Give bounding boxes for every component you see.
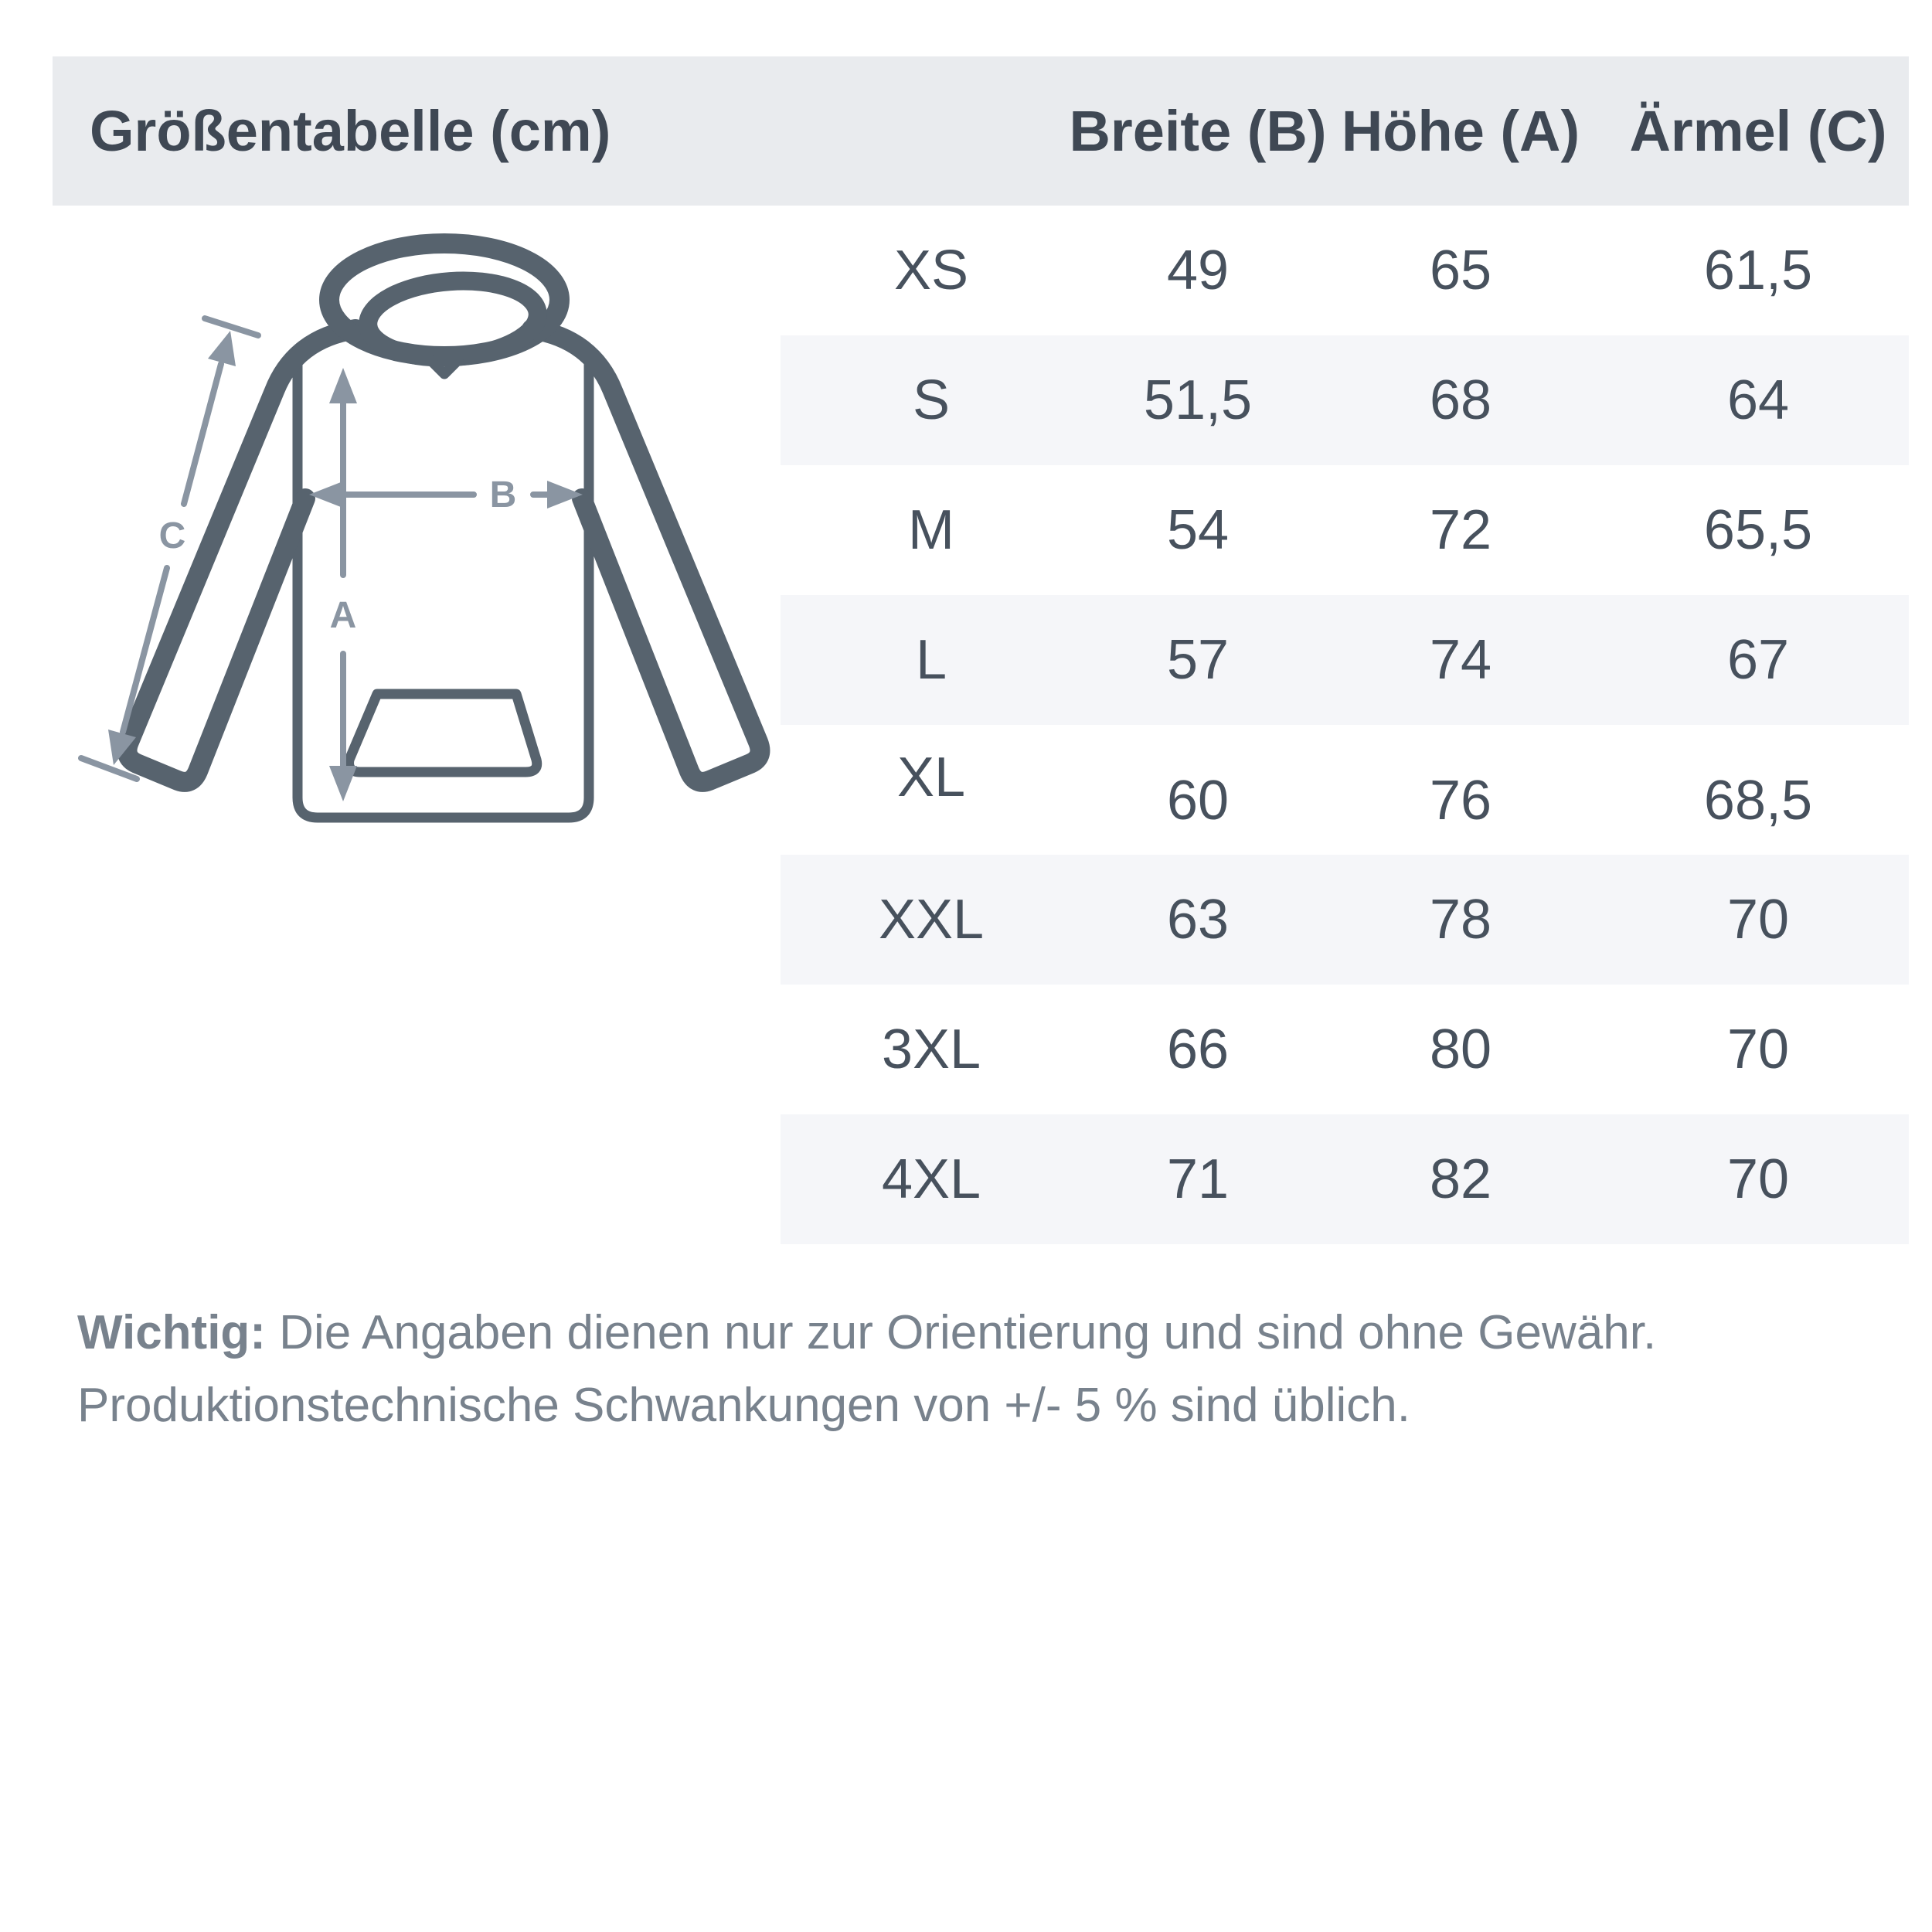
hoodie-measure-diagram xyxy=(46,216,781,912)
header-band xyxy=(53,56,1909,206)
size-label: S xyxy=(912,369,951,431)
aermel-value: 65,5 xyxy=(1703,499,1813,561)
aermel-value: 70 xyxy=(1726,1019,1790,1080)
breite-value: 57 xyxy=(1166,629,1230,691)
size-label: XL xyxy=(896,747,966,808)
measure-tick-top xyxy=(205,318,258,335)
hoehe-value: 68 xyxy=(1429,369,1492,431)
hoehe-value: 80 xyxy=(1429,1019,1492,1080)
arrowhead-a-up-icon xyxy=(329,368,357,403)
breite-value: 51,5 xyxy=(1143,369,1253,431)
size-disclaimer xyxy=(77,1297,1901,1442)
page-title: Größentabelle (cm) xyxy=(90,99,611,163)
breite-value: 66 xyxy=(1166,1019,1230,1080)
hoehe-value: 76 xyxy=(1429,770,1492,832)
size-table xyxy=(781,206,1909,1244)
breite-value: 60 xyxy=(1166,770,1230,832)
aermel-value: 70 xyxy=(1726,889,1790,951)
hoodie-sleeve-right xyxy=(532,329,760,782)
hoodie-pocket-outline xyxy=(349,694,537,772)
measure-label-b: B xyxy=(489,474,517,515)
aermel-value: 67 xyxy=(1726,629,1790,691)
size-label: XXL xyxy=(878,889,985,951)
aermel-value: 61,5 xyxy=(1703,240,1813,301)
size-label: 3XL xyxy=(881,1019,981,1080)
size-label: XS xyxy=(893,240,969,301)
hoehe-value: 74 xyxy=(1429,629,1492,691)
disclaimer-text-1: Die Angaben dienen nur zur Orientierung und sind ohne Gewähr. xyxy=(265,1306,1657,1359)
hoehe-value: 78 xyxy=(1429,889,1492,951)
table-row-3xl xyxy=(781,985,1909,1114)
aermel-value: 64 xyxy=(1726,369,1790,431)
size-label: M xyxy=(908,499,954,561)
table-row-xs xyxy=(781,206,1909,335)
measure-label-a: A xyxy=(329,595,357,636)
hoodie-hood-inner xyxy=(366,275,540,362)
table-row-l xyxy=(781,595,1909,725)
table-row-s xyxy=(781,335,1909,465)
breite-value: 49 xyxy=(1166,240,1230,301)
col-header-hoehe: Höhe (A) xyxy=(1341,99,1580,163)
arrowhead-c-up-icon xyxy=(208,331,236,366)
breite-value: 54 xyxy=(1166,499,1230,561)
disclaimer-line-2: Produktionstechnische Schwankungen von +/- 5 % sind üblich. xyxy=(77,1379,1410,1432)
table-row-xl xyxy=(781,725,1909,855)
aermel-value: 68,5 xyxy=(1703,770,1813,832)
size-label: 4XL xyxy=(881,1148,981,1210)
table-row-4xl xyxy=(781,1114,1909,1244)
measure-label-c: C xyxy=(158,515,186,556)
hoehe-value: 82 xyxy=(1429,1148,1492,1210)
table-row-xxl xyxy=(781,855,1909,985)
arrowhead-a-down-icon xyxy=(329,766,357,801)
hoehe-value: 72 xyxy=(1429,499,1492,561)
disclaimer-label: Wichtig: xyxy=(77,1306,266,1359)
arrowhead-b-left-icon xyxy=(309,481,345,509)
breite-value: 63 xyxy=(1166,889,1230,951)
size-label: L xyxy=(915,629,947,691)
hoehe-value: 65 xyxy=(1429,240,1492,301)
col-header-aermel: Ärmel (C) xyxy=(1629,99,1887,163)
breite-value: 71 xyxy=(1166,1148,1230,1210)
col-header-breite: Breite (B) xyxy=(1069,99,1327,163)
aermel-value: 70 xyxy=(1726,1148,1790,1210)
table-row-m xyxy=(781,465,1909,595)
disclaimer-line-1 xyxy=(77,1297,1901,1369)
